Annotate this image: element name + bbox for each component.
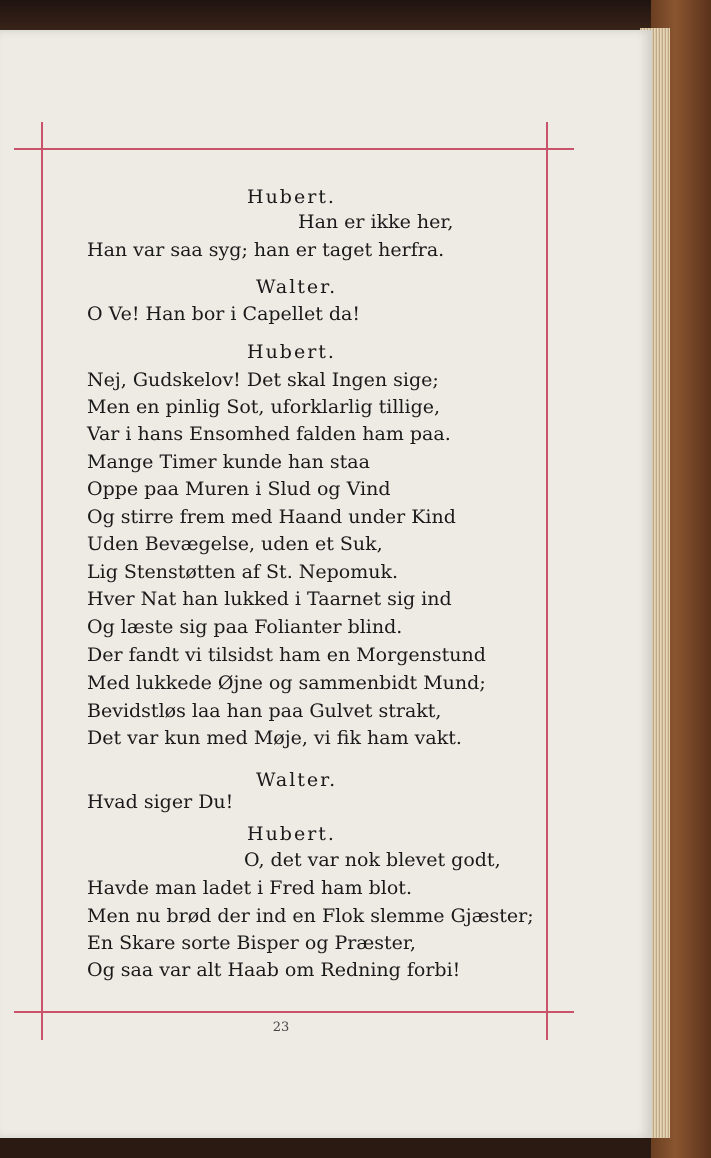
verse-line: En Skare sorte Bisper og Præster,: [87, 932, 416, 954]
speaker-name: Hubert.: [247, 186, 336, 208]
verse-line: Nej, Gudskelov! Det skal Ingen sige;: [87, 369, 439, 391]
speaker-name: Hubert.: [247, 341, 336, 363]
verse-line: Havde man ladet i Fred ham blot.: [87, 877, 412, 899]
frame-top-rule: [14, 148, 574, 150]
speaker-name: Walter.: [256, 769, 338, 791]
verse-line: Og stirre frem med Haand under Kind: [87, 506, 456, 528]
speaker-name: Hubert.: [247, 823, 336, 845]
verse-line: Oppe paa Muren i Slud og Vind: [87, 478, 391, 500]
book-top-edge: [0, 0, 711, 32]
frame-left-rule: [41, 122, 43, 1040]
verse-line: Med lukkede Øjne og sammenbidt Mund;: [87, 672, 486, 694]
verse-line: Der fandt vi tilsidst ham en Morgenstund: [87, 644, 486, 666]
verse-line: Lig Stenstøtten af St. Nepomuk.: [87, 561, 399, 583]
verse-line: Mange Timer kunde han staa: [87, 451, 370, 473]
verse-line: Hvad siger Du!: [87, 791, 234, 813]
verse-line: Men en pinlig Sot, uforklarlig tillige,: [87, 396, 441, 418]
page-number: 23: [272, 1020, 290, 1035]
verse-line: Hver Nat han lukked i Taarnet sig ind: [87, 588, 452, 610]
verse-line: Han var saa syg; han er taget herfra.: [87, 239, 445, 261]
verse-line: Og saa var alt Haab om Redning forbi!: [87, 959, 461, 981]
verse-line: Bevidstløs laa han paa Gulvet strakt,: [87, 700, 442, 722]
verse-line: O Ve! Han bor i Capellet da!: [87, 303, 360, 325]
speaker-name: Walter.: [256, 276, 338, 298]
verse-line: Det var kun med Møje, vi fik ham vakt.: [87, 727, 462, 749]
verse-line: Uden Bevægelse, uden et Suk,: [87, 533, 383, 555]
frame-bottom-rule: [14, 1011, 574, 1013]
book-page: [0, 30, 652, 1138]
verse-line: Og læste sig paa Folianter blind.: [87, 616, 403, 638]
verse-line: Han er ikke her,: [298, 211, 454, 233]
verse-line: Var i hans Ensomhed falden ham paa.: [87, 423, 451, 445]
verse-line: Men nu brød der ind en Flok slemme Gjæster;: [87, 905, 534, 927]
verse-line: O, det var nok blevet godt,: [244, 849, 501, 871]
frame-right-rule: [546, 122, 548, 1040]
